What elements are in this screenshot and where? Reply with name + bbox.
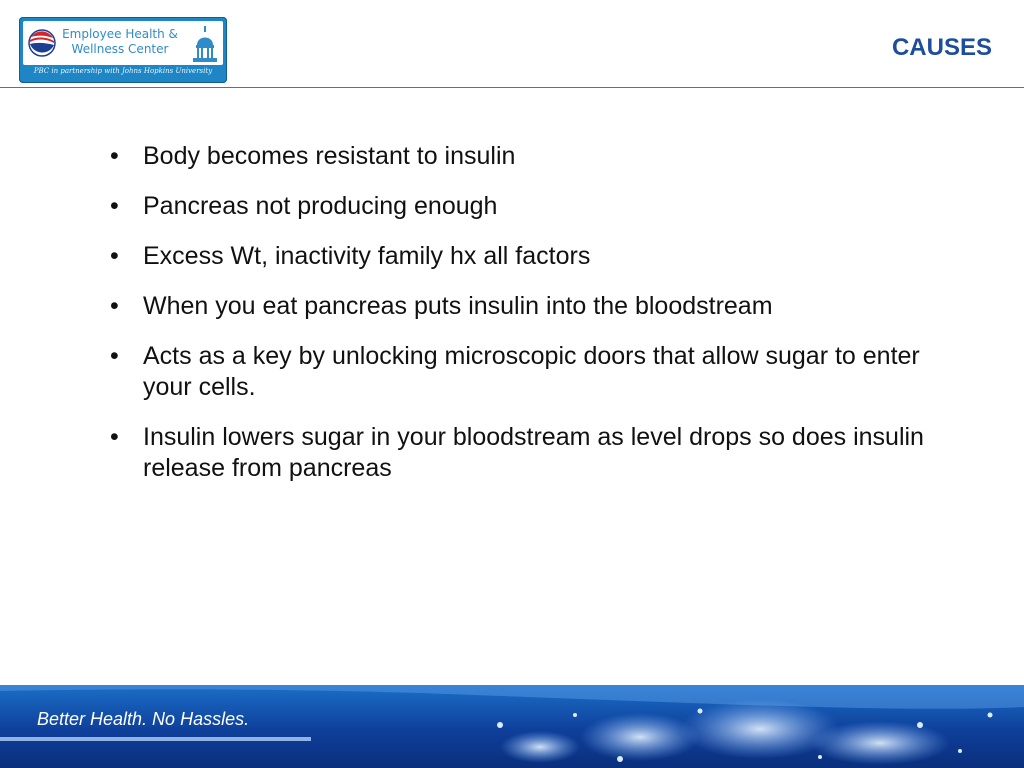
bullet-item — [110, 422, 930, 484]
bullet-marker: • — [110, 292, 119, 320]
slide-title: CAUSES — [891, 34, 992, 61]
bullet-item — [110, 141, 930, 172]
bullet-text: Body becomes resistant to insulin — [143, 142, 516, 170]
bullet-text: Excess Wt, inactivity family hx all factors — [143, 242, 591, 270]
bullet-text: When you eat pancreas puts insulin into the bloodstream — [143, 292, 773, 320]
logo-line-1: Employee Health & — [62, 27, 178, 41]
bullet-item — [110, 241, 930, 272]
logo-line-2: Wellness Center — [71, 42, 169, 56]
bullet-marker: • — [110, 192, 119, 220]
bullet-marker: • — [110, 142, 119, 170]
bullet-marker: • — [110, 242, 119, 270]
logo-tagline: PBC in partnership with Johns Hopkins University — [33, 67, 213, 75]
footer-slogan: Better Health. No Hassles. — [37, 709, 250, 729]
logo-text — [61, 27, 179, 57]
bullet-item — [110, 291, 930, 322]
pepsi-globe-icon — [28, 29, 56, 57]
bullet-list — [110, 141, 930, 503]
logo-panel — [23, 21, 223, 65]
bullet-item — [110, 191, 930, 222]
bullet-text: Pancreas not producing enough — [143, 192, 498, 220]
footer-accent-bar — [0, 737, 311, 741]
bullet-text: Acts as a key by unlocking microscopic doors that allow sugar to enter your cells. — [143, 342, 920, 401]
footer-banner — [0, 685, 1024, 768]
bullet-marker: • — [110, 423, 119, 451]
bullet-item — [110, 341, 930, 403]
capitol-dome-icon — [191, 25, 219, 63]
bullet-marker: • — [110, 342, 119, 370]
bullet-text: Insulin lowers sugar in your bloodstream as level drops so does insulin release from pancreas — [143, 423, 924, 482]
company-logo — [19, 17, 227, 83]
header-divider — [0, 87, 1024, 88]
